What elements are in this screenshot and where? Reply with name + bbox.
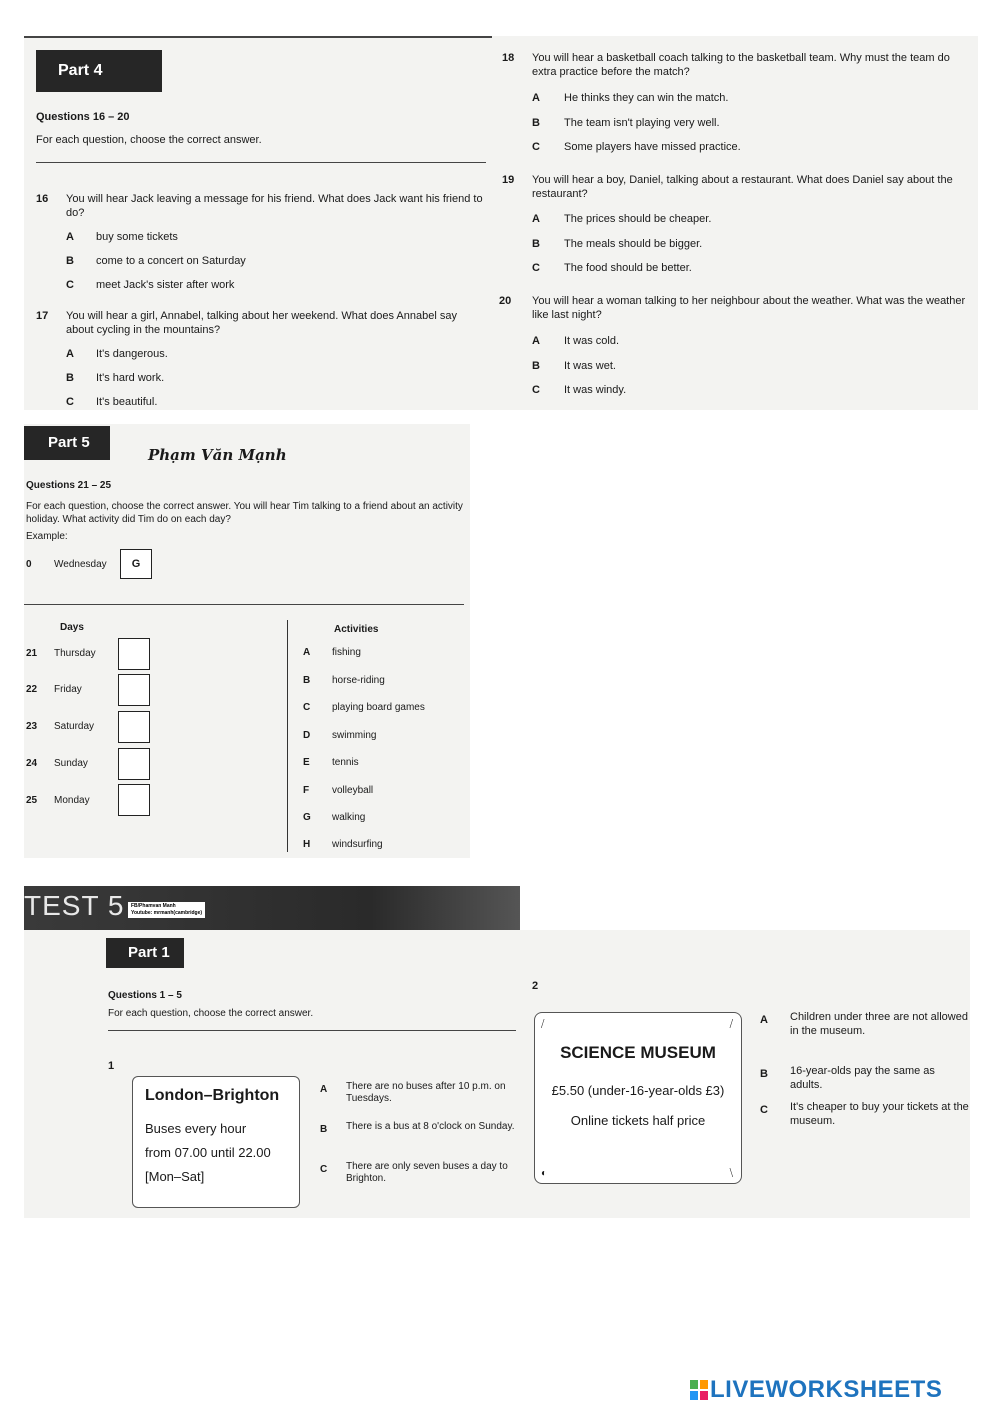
signature: Phạm Văn Mạnh xyxy=(148,446,287,464)
answer-box[interactable] xyxy=(118,784,150,816)
option-letter: A xyxy=(532,213,540,225)
question-number: 20 xyxy=(499,295,512,307)
option-letter: B xyxy=(66,372,74,384)
option-text[interactable]: It's dangerous. xyxy=(96,348,168,360)
part4-divider xyxy=(36,162,486,163)
option-text[interactable]: come to a concert on Saturday xyxy=(96,255,246,267)
sign-title: London–Brighton xyxy=(145,1087,280,1104)
option-text[interactable]: It was cold. xyxy=(564,335,620,347)
day-name: Monday xyxy=(54,795,90,806)
test5-divider xyxy=(108,1030,516,1031)
option-letter: A xyxy=(66,348,74,360)
activity-letter: G xyxy=(303,812,311,823)
activity-letter: F xyxy=(303,785,310,796)
option-text[interactable]: He thinks they can win the match. xyxy=(564,92,729,104)
day-name: Sunday xyxy=(54,758,88,769)
question-number: 16 xyxy=(36,193,49,205)
option-text[interactable]: The team isn't playing very well. xyxy=(564,117,720,129)
activities-header: Activities xyxy=(334,624,379,635)
option-text[interactable]: buy some tickets xyxy=(96,231,178,243)
example-label: Example: xyxy=(26,531,68,542)
day-number: 21 xyxy=(26,648,38,659)
activity-text: playing board games xyxy=(332,702,425,713)
option-letter: B xyxy=(66,255,74,267)
question-number: 18 xyxy=(502,52,515,64)
question-number: 19 xyxy=(502,174,515,186)
credit-line: FB/Phamvan Manh xyxy=(131,903,176,909)
day-number: 24 xyxy=(26,758,38,769)
sign-science-museum xyxy=(534,1012,742,1184)
day-number: 23 xyxy=(26,721,38,732)
option-letter: B xyxy=(760,1068,768,1080)
option-letter: C xyxy=(760,1104,768,1116)
part4-header: Part 4 xyxy=(36,50,162,92)
question-text: You will hear a boy, Daniel, talking about a restaurant. What does Daniel say about the restaurant? xyxy=(532,174,953,200)
activity-letter: D xyxy=(303,730,311,741)
credit-line: Youtube: mrmanh(cambridge) xyxy=(131,910,203,916)
logo-grid-icon xyxy=(690,1380,708,1400)
option-text[interactable]: It's cheaper to buy your tickets at the museum. xyxy=(790,1101,969,1127)
sign-line: £5.50 (under-16-year-olds £3) xyxy=(551,1083,725,1098)
answer-box[interactable] xyxy=(118,674,150,706)
activity-text: fishing xyxy=(332,647,361,658)
option-letter: C xyxy=(532,384,540,396)
option-letter: A xyxy=(760,1014,768,1026)
activity-text: horse-riding xyxy=(332,675,385,686)
option-letter: A xyxy=(532,92,540,104)
part5-panel xyxy=(24,424,470,858)
part5-divider xyxy=(24,604,464,605)
option-text[interactable]: The prices should be cheaper. xyxy=(564,213,712,225)
test5-title: TEST 5 xyxy=(24,890,125,921)
question-text: You will hear a woman talking to her neighbour about the weather. What was the weather like last night? xyxy=(532,295,966,321)
activity-text: volleyball xyxy=(332,785,374,796)
test5-part-header: Part 1 xyxy=(106,938,184,968)
option-text[interactable]: There are only seven buses a day to Brighton. xyxy=(346,1161,508,1184)
answer-box[interactable] xyxy=(118,711,150,743)
part4-panel xyxy=(24,36,978,410)
option-letter: C xyxy=(532,262,540,274)
activity-letter: E xyxy=(303,757,310,768)
activity-letter: B xyxy=(303,675,311,686)
days-header: Days xyxy=(60,622,84,633)
activity-text: walking xyxy=(332,812,366,823)
option-text[interactable]: It's hard work. xyxy=(96,372,165,384)
option-letter: A xyxy=(66,231,74,243)
option-text[interactable]: Some players have missed practice. xyxy=(564,141,741,153)
test5-banner xyxy=(24,886,520,930)
option-letter: B xyxy=(532,238,540,250)
pin-icon: ⧹ xyxy=(729,1168,733,1179)
option-text[interactable]: There are no buses after 10 p.m. on Tuesdays. xyxy=(346,1081,506,1104)
option-text[interactable]: There is a bus at 8 o'clock on Sunday. xyxy=(346,1121,515,1132)
example-day: Wednesday xyxy=(54,559,107,570)
part5-header: Part 5 xyxy=(24,426,110,460)
day-name: Friday xyxy=(54,684,82,695)
question-number: 17 xyxy=(36,310,49,322)
pin-icon: ⧸ xyxy=(729,1019,733,1030)
day-number: 22 xyxy=(26,684,38,695)
part5-instruction: For each question, choose the correct answer. You will hear Tim talking to a friend about an activity holiday. What activity did Tim do on each day? xyxy=(26,501,463,525)
option-letter: B xyxy=(532,117,540,129)
example-answer-box: G xyxy=(120,549,152,579)
answer-box[interactable] xyxy=(118,748,150,780)
answer-box[interactable] xyxy=(118,638,150,670)
activity-text: tennis xyxy=(332,757,359,768)
activity-text: windsurfing xyxy=(332,839,383,850)
option-letter: A xyxy=(532,335,540,347)
option-letter: C xyxy=(532,141,540,153)
option-letter: B xyxy=(532,360,540,372)
sign-line: from 07.00 until 22.00 xyxy=(145,1145,271,1160)
activity-text: swimming xyxy=(332,730,377,741)
test5-questions-title: Questions 1 – 5 xyxy=(108,990,182,1001)
activity-letter: C xyxy=(303,702,311,713)
option-letter: C xyxy=(66,396,74,408)
pin-icon: ⧸ xyxy=(541,1019,545,1030)
question-number: 1 xyxy=(108,1060,115,1072)
test5-instruction: For each question, choose the correct answer. xyxy=(108,1008,314,1019)
question-text: You will hear a basketball coach talking to the basketball team. Why must the team do extra practice before the match? xyxy=(532,52,950,78)
option-letter: A xyxy=(320,1084,328,1095)
option-text[interactable]: It was windy. xyxy=(564,384,627,396)
question-number: 2 xyxy=(532,980,539,992)
activity-letter: H xyxy=(303,839,311,850)
option-text[interactable]: Children under three are not allowed in the museum. xyxy=(790,1011,968,1037)
part4-instruction: For each question, choose the correct answer. xyxy=(36,134,262,146)
option-text[interactable]: meet Jack's sister after work xyxy=(96,279,235,291)
part5-questions-title: Questions 21 – 25 xyxy=(26,480,112,491)
option-text[interactable]: The meals should be bigger. xyxy=(564,238,703,250)
pin-icon: ◐ xyxy=(541,1168,548,1179)
option-text[interactable]: It's beautiful. xyxy=(96,396,158,408)
logo-text: LIVEWORKSHEETS xyxy=(710,1376,943,1403)
sign-london-brighton xyxy=(132,1076,300,1208)
sign-line: Online tickets half price xyxy=(570,1113,706,1128)
option-text[interactable]: The food should be better. xyxy=(564,262,692,274)
option-letter: B xyxy=(320,1124,328,1135)
activity-letter: A xyxy=(303,647,311,658)
sign-line: Buses every hour xyxy=(145,1121,247,1136)
top-rule xyxy=(24,36,492,38)
example-number: 0 xyxy=(26,559,32,570)
day-name: Thursday xyxy=(54,648,96,659)
credit-box xyxy=(128,902,205,918)
option-text[interactable]: It was wet. xyxy=(564,360,616,372)
test5-panel xyxy=(24,930,970,1218)
sign-title: SCIENCE MUSEUM xyxy=(560,1043,716,1062)
option-letter: C xyxy=(66,279,74,291)
option-text[interactable]: 16-year-olds pay the same as adults. xyxy=(790,1065,935,1091)
question-text: You will hear Jack leaving a message for his friend. What does Jack want his friend to do? xyxy=(66,193,483,219)
sign-line: [Mon–Sat] xyxy=(145,1169,205,1184)
part4-questions-title: Questions 16 – 20 xyxy=(36,111,130,123)
day-number: 25 xyxy=(26,795,38,806)
option-letter: C xyxy=(320,1164,328,1175)
question-text: You will hear a girl, Annabel, talking about her weekend. What does Annabel say about cycling in the mountains? xyxy=(66,310,457,336)
day-name: Saturday xyxy=(54,721,95,732)
column-divider xyxy=(287,620,288,852)
